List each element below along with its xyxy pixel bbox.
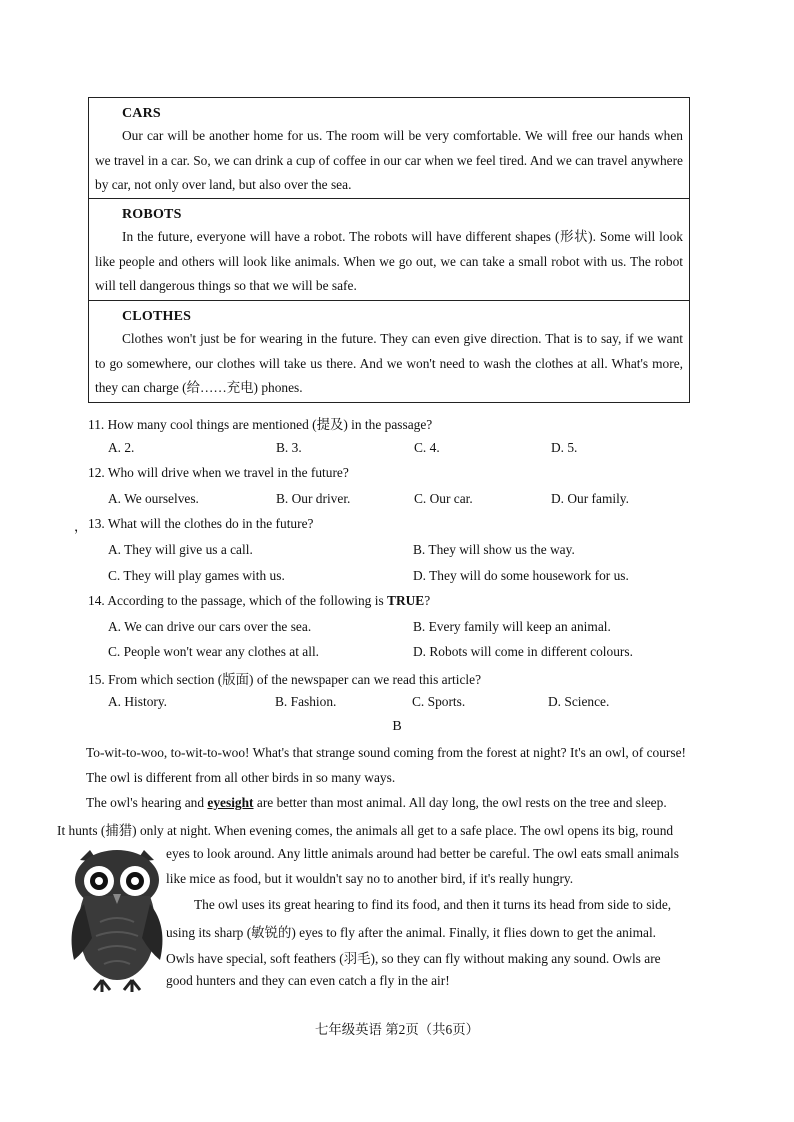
section-body: In the future, everyone will have a robot. The robots will have different shapes (形状). Some will look like people and others will look like animals. When we go out, we can take a small robot with us. The robot will tell dangerous things so that we will be safe. [95,229,683,293]
section-title: CARS [122,106,161,121]
line-text: The owl's hearing and [86,795,208,810]
option-d: D. Science. [548,694,610,709]
option-b: B. Every family will keep an animal. [413,619,611,634]
option-a: A. History. [108,694,168,709]
section-clothes [88,301,690,403]
question-14 [88,593,430,609]
section-body: Our car will be another home for us. The room will be very comfortable. We will free our hands when we travel in a car. So, we can drink a cup of coffee in our car when we feel tired. And we can travel anywhere by car, not only over land, but also over the sea. [95,128,683,192]
option-d: D. Robots will come in different colours. [413,644,633,659]
section-cars [88,97,690,199]
option-c: C. 4. [414,440,440,455]
option-c: C. Sports. [412,694,466,709]
question-stem: 14. According to the passage, which of the following is [88,593,388,608]
option-a: A. We ourselves. [108,491,199,506]
option-b: B. Fashion. [275,694,337,709]
question-15: 15. From which section (版面) of the newspaper can we read this article? [88,672,482,687]
option-a: A. 2. [108,440,135,455]
passage-line: like mice as food, but it wouldn't say no to another bird, if it's really hungry. [166,871,574,886]
option-c: C. They will play games with us. [108,568,285,583]
line-text: are better than most animal. All day long, the owl rests on the tree and sleep. [253,795,667,810]
section-b-label: B [392,719,402,734]
option-a: A. They will give us a call. [108,542,253,557]
option-b: B. They will show us the way. [413,542,575,557]
option-d: D. 5. [551,440,578,455]
passage-line: good hunters and they can even catch a fly in the air! [166,973,450,988]
section-title: ROBOTS [122,207,182,222]
question-13: 13. What will the clothes do in the future? [88,516,314,531]
keyword-eyesight: eyesight [207,795,254,810]
paragraph-text: To-wit-to-woo, to-wit-to-woo! What's that strange sound coming from the forest at night? It's an owl, of course! The owl is different from all other birds in so many ways. [86,745,686,785]
owl-illustration [66,848,168,994]
question-11: 11. How many cool things are mentioned (提及) in the passage? [88,417,433,432]
stray-mark: ， [74,519,88,534]
option-b: B. 3. [276,440,302,455]
section-body: Clothes won't just be for wearing in the future. They can even give direction. That is to say, if we want to go somewhere, our clothes will take us there. And we won't need to wash the clothes at all. What's more, they can charge (给……充电) phones. [95,331,683,395]
passage-line: eyes to look around. Any little animals around had better be careful. The owl eats small animals [166,846,679,861]
page-footer: 七年级英语 第2页（共6页） [314,1022,480,1037]
passage-line: Owls have special, soft feathers (羽毛), so they can fly without making any sound. Owls are [166,951,661,966]
question-keyword: TRUE [387,593,425,608]
passage-line: It hunts (捕猎) only at night. When evening comes, the animals all get to a safe place. The owl opens its big, round [57,823,674,838]
option-b: B. Our driver. [276,491,351,506]
passage-line: using its sharp (敏锐的) eyes to fly after the animal. Finally, it flies down to get the animal. [166,925,657,940]
passage-line: The owl uses its great hearing to find its food, and then it turns its head from side to side, [194,897,672,912]
option-c: C. Our car. [414,491,473,506]
passage-paragraph-1 [86,740,686,790]
option-d: D. They will do some housework for us. [413,568,629,583]
option-d: D. Our family. [551,491,629,506]
section-robots [88,199,690,301]
question-12: 12. Who will drive when we travel in the future? [88,465,349,480]
section-title: CLOTHES [122,309,192,324]
option-c: C. People won't wear any clothes at all. [108,644,320,659]
option-a: A. We can drive our cars over the sea. [108,619,312,634]
question-stem-end: ? [424,593,431,608]
passage-line [86,795,667,811]
